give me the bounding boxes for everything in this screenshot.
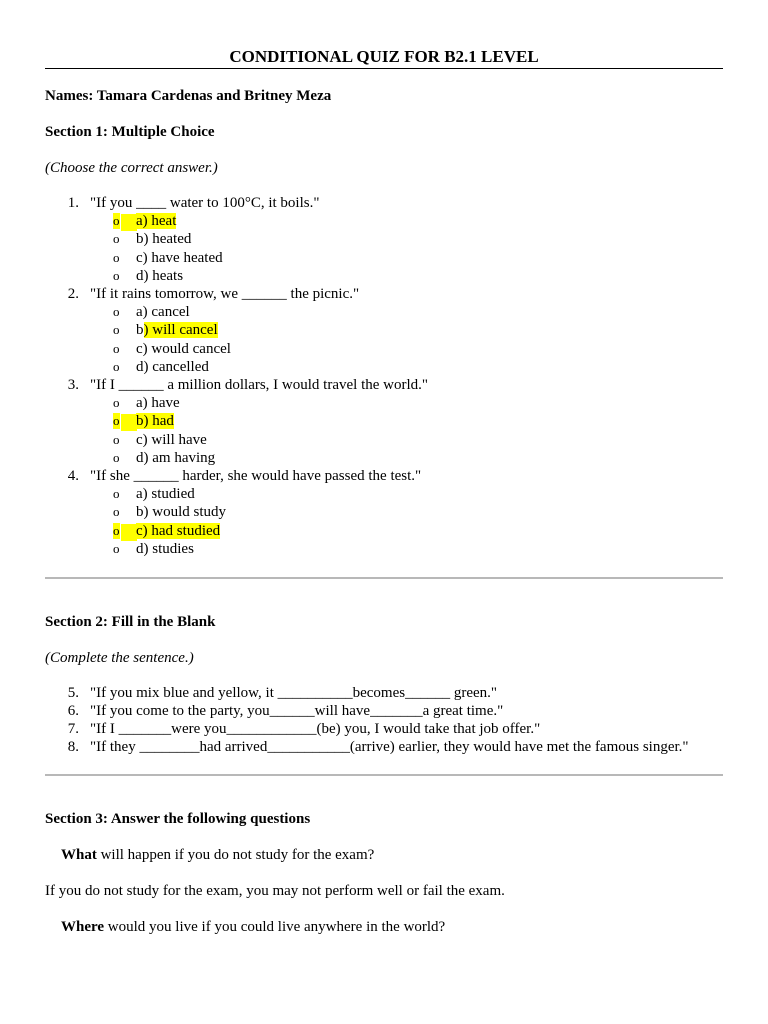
option-text: ) will cancel: [143, 322, 218, 339]
bullet-marker: o: [113, 486, 120, 502]
bullet-marker: o: [113, 449, 120, 465]
question-where-keyword: Where: [61, 919, 105, 935]
item-number: 5.: [67, 685, 79, 701]
question-where: [61, 918, 445, 936]
fill-item: [0, 703, 768, 721]
question-number: 3.: [67, 377, 79, 393]
bullet-marker: o: [113, 504, 120, 520]
option-row: [0, 231, 768, 249]
question-what-text: will happen if you do not study for the exam?: [96, 847, 375, 863]
option-text: c) had studied: [136, 522, 221, 539]
answer-what: If you do not study for the exam, you may not perform well or fail the exam.: [45, 883, 505, 899]
names-line: Names: Tamara Cardenas and Britney Meza: [45, 88, 332, 104]
option-row: [0, 486, 768, 504]
option-highlighted: [136, 523, 220, 540]
option-text: c) have heated: [136, 249, 223, 266]
option: [136, 432, 207, 449]
question-text: "If she ______ harder, she would have passed the test.": [90, 468, 422, 484]
section-divider: [45, 577, 723, 579]
question-what-keyword: What: [61, 847, 97, 863]
item-number: 6.: [67, 703, 79, 719]
option: [136, 450, 215, 467]
option-row: [0, 359, 768, 377]
bullet-marker: o: [113, 267, 120, 283]
bullet-marker: o: [113, 358, 120, 374]
bullet-marker: o: [113, 395, 120, 411]
option: [136, 341, 231, 358]
option-text: b) had: [136, 413, 174, 430]
highlight-gap: [121, 414, 137, 431]
option-row: [0, 523, 768, 541]
option-text: d) heats: [136, 267, 184, 284]
question-where-text: would you live if you could live anywhere in the world?: [104, 919, 446, 935]
item-number: 7.: [67, 721, 79, 737]
question-text: "If I ______ a million dollars, I would travel the world.": [90, 377, 429, 393]
option: [136, 541, 194, 558]
option-row: [0, 304, 768, 322]
bullet-marker: o: [113, 249, 120, 265]
option-prefix: b: [136, 322, 144, 339]
bullet-marker: o: [113, 340, 120, 356]
bullet-marker: o: [113, 431, 120, 447]
bullet-marker: o: [113, 540, 120, 556]
option-text: b) heated: [136, 231, 192, 248]
option: [136, 504, 226, 521]
bullet-marker: o: [113, 304, 120, 320]
option-row: [0, 250, 768, 268]
question-text: "If it rains tomorrow, we ______ the picnic.": [90, 286, 360, 302]
fill-item: [0, 739, 768, 757]
option-text: a) cancel: [136, 304, 190, 321]
option-highlighted: [136, 413, 174, 430]
option-row: [0, 450, 768, 468]
item-number: 8.: [67, 739, 79, 755]
option: [136, 486, 195, 503]
section1-instruction: (Choose the correct answer.): [45, 160, 218, 176]
option-text: d) am having: [136, 449, 216, 466]
question-row: [0, 286, 768, 304]
question-number: 2.: [67, 286, 79, 302]
option-text: c) will have: [136, 431, 207, 448]
option-text: a) have: [136, 395, 180, 412]
question-what: [61, 846, 374, 864]
bullet-marker: o: [113, 231, 120, 247]
option-text: a) studied: [136, 486, 195, 503]
option: [136, 231, 191, 248]
option-highlighted: [136, 213, 176, 230]
option: [136, 268, 183, 285]
option-row: [0, 432, 768, 450]
highlight-gap: [121, 524, 137, 541]
bullet-marker: o: [113, 213, 120, 229]
option: [136, 250, 223, 267]
page-title: CONDITIONAL QUIZ FOR B2.1 LEVEL: [229, 47, 539, 66]
option-row: [0, 413, 768, 431]
question-row: [0, 468, 768, 486]
option: [136, 304, 190, 321]
fill-sentence: "If you mix blue and yellow, it __________becomes______ green.": [90, 685, 498, 701]
section2-instruction: (Complete the sentence.): [45, 650, 194, 666]
bullet-marker: o: [113, 322, 120, 338]
option-row: [0, 541, 768, 559]
option-text: d) cancelled: [136, 358, 209, 375]
option-text: b) would study: [136, 504, 226, 521]
bullet-marker: o: [113, 522, 120, 538]
fill-item: [0, 685, 768, 703]
section-divider: [45, 774, 723, 776]
highlight-gap: [121, 214, 137, 231]
question-row: [0, 195, 768, 213]
question-text: "If you ____ water to 100°C, it boils.": [90, 195, 320, 211]
option-highlighted: [136, 322, 218, 339]
option-row: [0, 322, 768, 340]
title-underline: [45, 68, 723, 69]
option-row: [0, 341, 768, 359]
question-number: 4.: [67, 468, 79, 484]
section1-heading: Section 1: Multiple Choice: [45, 124, 215, 140]
fill-sentence: "If you come to the party, you______will have_______a great time.": [90, 703, 504, 719]
option-text: d) studies: [136, 540, 194, 557]
option-row: [0, 395, 768, 413]
section3-heading: Section 3: Answer the following questions: [45, 811, 311, 827]
question-number: 1.: [67, 195, 79, 211]
fill-item: [0, 721, 768, 739]
fill-sentence: "If I _______were you____________(be) you, I would take that job offer.": [90, 721, 541, 737]
option-text: c) would cancel: [136, 340, 231, 357]
section2-heading: Section 2: Fill in the Blank: [45, 614, 216, 630]
question-row: [0, 377, 768, 395]
bullet-marker: o: [113, 413, 120, 429]
option-row: [0, 268, 768, 286]
option-text: a) heat: [136, 213, 177, 230]
option: [136, 359, 209, 376]
option: [136, 395, 180, 412]
option-row: [0, 213, 768, 231]
fill-sentence: "If they ________had arrived___________(arrive) earlier, they would have met the famous singer.": [90, 739, 689, 755]
option-row: [0, 504, 768, 522]
